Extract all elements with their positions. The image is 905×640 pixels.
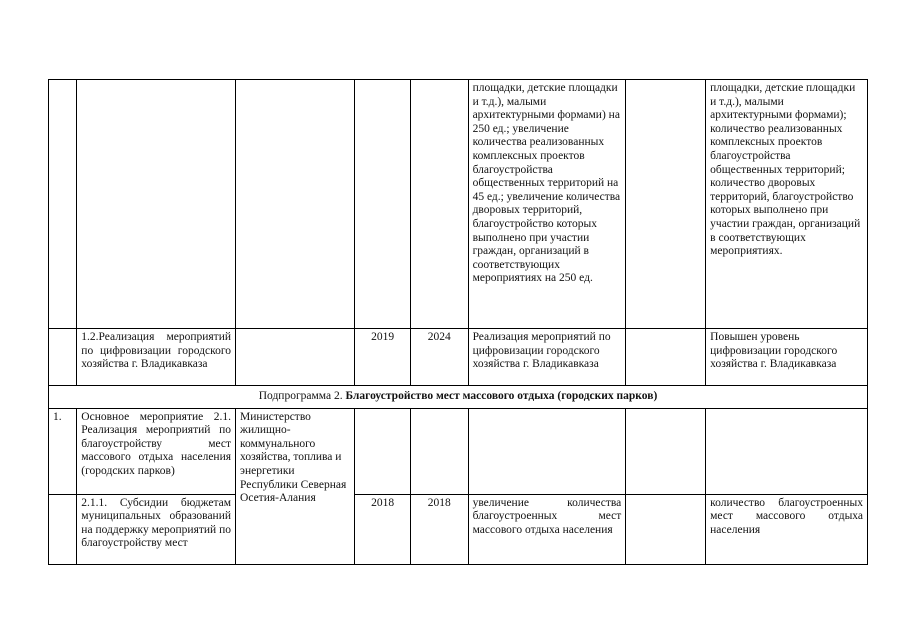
cell-short-result: Реализация мероприятий по цифровизации городского хозяйства г. Владикавказа	[468, 329, 626, 386]
cell-event: 1.2.Реализация мероприятий по цифровизации городского хозяйства г. Владикавказа	[77, 329, 236, 386]
table-row	[49, 80, 868, 329]
program-table	[48, 79, 868, 565]
cell-event: Основное мероприятие 2.1. Реализация мероприятий по благоустройству мест массового отдыха населения (городских парков)	[77, 408, 236, 494]
cell-executor	[236, 329, 355, 386]
cell-executor	[236, 80, 355, 329]
cell-end-year	[410, 80, 468, 329]
subprogram-heading	[49, 386, 868, 409]
subprogram-prefix: Подпрограмма 2.	[258, 390, 346, 402]
table-row	[49, 329, 868, 386]
document-page	[48, 79, 868, 565]
cell-indicator: Повышен уровень цифровизации городского хозяйства г. Владикавказа	[706, 329, 868, 386]
cell-end-year	[410, 408, 468, 494]
table-row	[49, 408, 868, 494]
cell-indicator: количество благоустроенных мест массового отдыха населения	[706, 494, 868, 564]
cell-executor: Министерство жилищно-коммунального хозяйства, топлива и энергетики Республики Северная Осетия-Алания	[236, 408, 355, 564]
table-row	[49, 494, 868, 564]
cell-start-year	[355, 408, 411, 494]
cell-start-year	[355, 80, 411, 329]
cell-short-result: увеличение количества благоустроенных мест массового отдыха населения	[468, 494, 626, 564]
cell-consequences	[626, 80, 706, 329]
cell-indicator: площадки, детские площадки и т.д.), малыми архитектурными формами); количество реализованных комплексных проектов благоустройства общественных территорий; количество дворовых территорий, благоустройство которых выполнено при участии граждан, организаций в соответствующих мероприятиях.	[706, 80, 868, 329]
cell-event: 2.1.1. Субсидии бюджетам муниципальных образований на поддержку мероприятий по благоустройству мест	[77, 494, 236, 564]
cell-consequences	[626, 494, 706, 564]
cell-consequences	[626, 408, 706, 494]
cell-event	[77, 80, 236, 329]
subprogram-title: Благоустройство мест массового отдыха (городских парков)	[345, 390, 658, 402]
cell-short-result	[468, 408, 626, 494]
cell-end-year: 2024	[410, 329, 468, 386]
cell-number	[49, 329, 77, 386]
cell-end-year: 2018	[410, 494, 468, 564]
cell-number: 1.	[49, 408, 77, 494]
cell-short-result: площадки, детские площадки и т.д.), малыми архитектурными формами) на 250 ед.; увеличение количества реализованных комплексных проектов благоустройства общественных территорий на 45 ед.; увеличение количества дворовых территорий, благоустройство которых выполнено при участии граждан, организаций в соответствующих мероприятиях на 250 ед.	[468, 80, 626, 329]
cell-start-year: 2018	[355, 494, 411, 564]
section-row	[49, 386, 868, 409]
cell-indicator	[706, 408, 868, 494]
cell-start-year: 2019	[355, 329, 411, 386]
cell-number	[49, 80, 77, 329]
cell-number	[49, 494, 77, 564]
cell-consequences	[626, 329, 706, 386]
